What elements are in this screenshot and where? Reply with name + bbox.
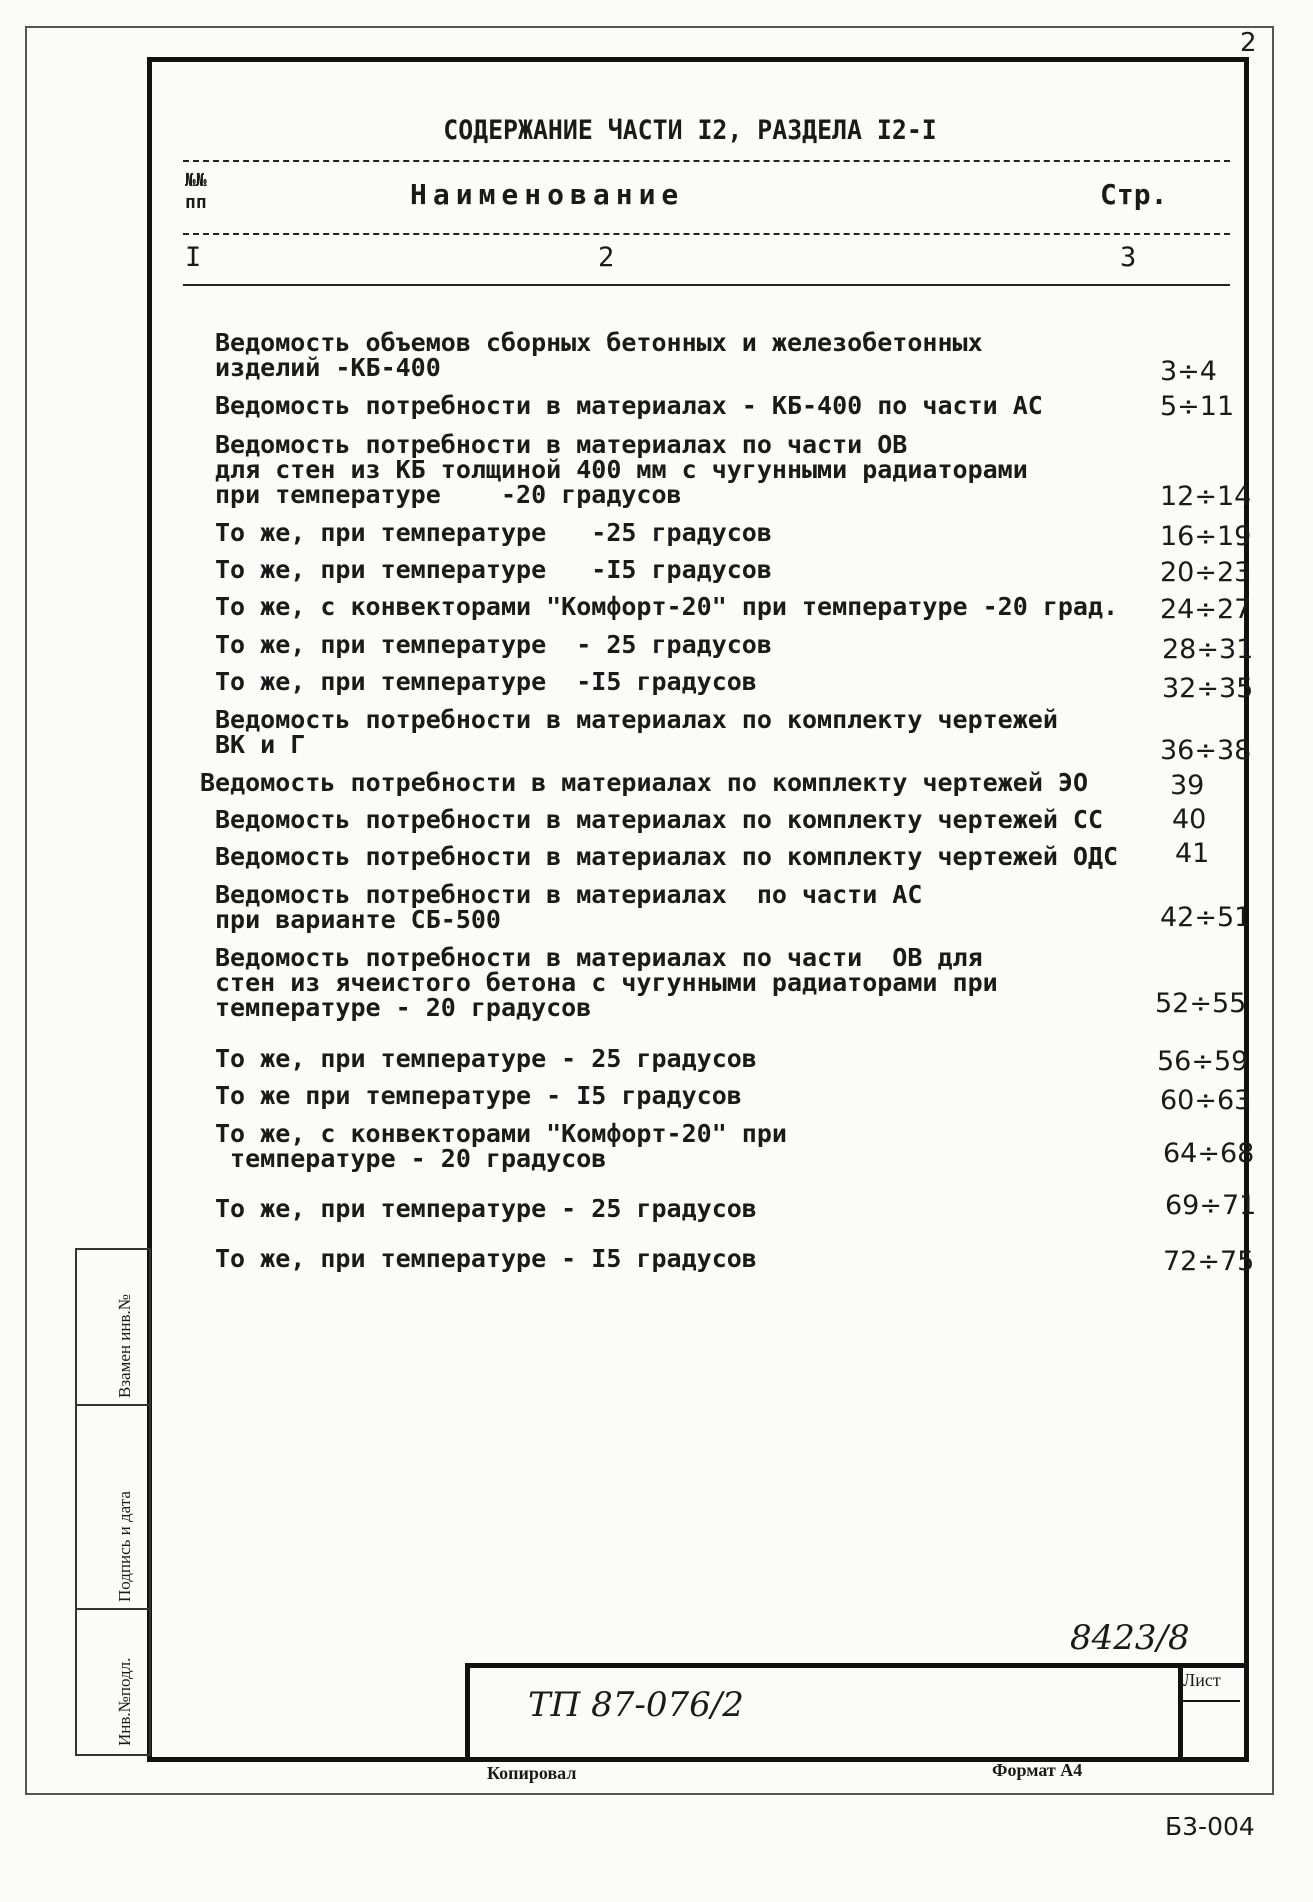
list-item-text: То же, при температуре -I5 градусов <box>215 555 772 584</box>
list-item-text: Ведомость потребности в материалах по части АС при варианте СБ-500 <box>215 880 923 934</box>
side-label-replace: Взамен инв.№ <box>115 1294 134 1398</box>
list-item-pages: 16÷19 <box>1160 521 1252 552</box>
list-item-text: То же, при температуре -25 градусов <box>215 518 772 547</box>
list-item-pages: 60÷63 <box>1160 1085 1252 1116</box>
side-label-signature: Подпись и дата <box>115 1491 134 1602</box>
list-item-pages: 41 <box>1175 838 1210 869</box>
list-item-pages: 5÷11 <box>1160 391 1235 422</box>
list-item-pages: 3÷4 <box>1160 356 1217 387</box>
list-item-pages: 56÷59 <box>1157 1046 1249 1077</box>
list-item-text: То же, при температуре - 25 градусов <box>215 1044 757 1073</box>
list-item-pages: 52÷55 <box>1155 988 1247 1019</box>
list-item-text: Ведомость потребности в материалах по комплекту чертежей ОДС <box>215 842 1119 871</box>
list-item-text: То же, с конвекторами "Комфорт-20" при температуре - 20 градусов <box>215 1119 787 1173</box>
side-cell-original <box>77 1610 149 1752</box>
sheet-label: Лист <box>1183 1670 1221 1690</box>
sheet-line <box>1183 1700 1240 1702</box>
list-item-pages: 72÷75 <box>1163 1246 1255 1277</box>
side-cell-signature <box>77 1406 149 1610</box>
list-item-pages: 28÷31 <box>1162 634 1254 665</box>
corner-code: Б3-004 <box>1165 1812 1255 1841</box>
list-item-text: Ведомость потребности в материалах по комплекту чертежей ВК и Г <box>215 705 1058 759</box>
footer-copied-by: Копировал <box>487 1763 577 1783</box>
list-item-text: То же, с конвекторами "Комфорт-20" при температуре -20 град. <box>215 592 1119 621</box>
list-item-pages: 24÷27 <box>1160 594 1252 625</box>
column-index-3: 3 <box>1120 242 1137 273</box>
table-rule-top <box>183 160 1230 162</box>
side-stamp-strip <box>75 1248 151 1756</box>
list-item-text: То же, при температуре - 25 градусов <box>215 630 772 659</box>
list-item-pages: 40 <box>1172 804 1207 835</box>
list-item-pages: 69÷71 <box>1165 1190 1257 1221</box>
list-item-pages: 12÷14 <box>1160 481 1252 512</box>
list-item-text: Ведомость потребности в материалах - КБ-400 по части АС <box>215 391 1043 420</box>
page-title: СОДЕРЖАНИЕ ЧАСТИ I2, РАЗДЕЛА I2-I <box>443 115 937 146</box>
page-number: 2 <box>1240 28 1257 58</box>
side-label-original: Инв.№подл. <box>115 1657 134 1746</box>
header-page-label: Стр. <box>1100 178 1168 211</box>
table-rule-index <box>183 284 1230 286</box>
column-index-1: I <box>185 242 202 273</box>
header-name-label: Наименование <box>410 178 685 211</box>
archive-number: 8423/8 <box>1070 1618 1190 1658</box>
list-item-text: Ведомость потребности в материалах по части ОВ для стен из ячеистого бетона с чугунными радиаторами при температуре - 20 градусов <box>215 943 998 1022</box>
list-item-pages: 42÷51 <box>1160 902 1252 933</box>
list-item-text: Ведомость объемов сборных бетонных и железобетонных изделий -КБ-400 <box>215 328 983 382</box>
list-item-text: Ведомость потребности в материалах по части ОВ для стен из КБ толщиной 400 мм с чугунными радиаторами при температуре -20 градусов <box>215 430 1028 509</box>
list-item-text: То же, при температуре - 25 градусов <box>215 1194 757 1223</box>
list-item-text: То же, при температуре -I5 градусов <box>215 667 757 696</box>
footer-format: Формат А4 <box>992 1760 1083 1780</box>
list-item-text: То же, при температуре - I5 градусов <box>215 1244 757 1273</box>
document-code: ТП 87-076/2 <box>528 1685 744 1725</box>
list-item-pages: 32÷35 <box>1162 673 1254 704</box>
list-item-pages: 64÷68 <box>1163 1138 1255 1169</box>
list-item-text: То же при температуре - I5 градусов <box>215 1081 742 1110</box>
list-item-pages: 20÷23 <box>1160 557 1252 588</box>
list-item-text: Ведомость потребности в материалах по комплекту чертежей СС <box>215 805 1104 834</box>
column-index-2: 2 <box>598 242 615 273</box>
header-number-label: №№ пп <box>185 170 207 213</box>
list-item-pages: 36÷38 <box>1160 735 1252 766</box>
table-rule-header <box>183 233 1230 235</box>
list-item-text: Ведомость потребности в материалах по комплекту чертежей ЭО <box>200 768 1089 797</box>
list-item-pages: 39 <box>1170 770 1205 801</box>
side-cell-replace <box>77 1250 149 1406</box>
